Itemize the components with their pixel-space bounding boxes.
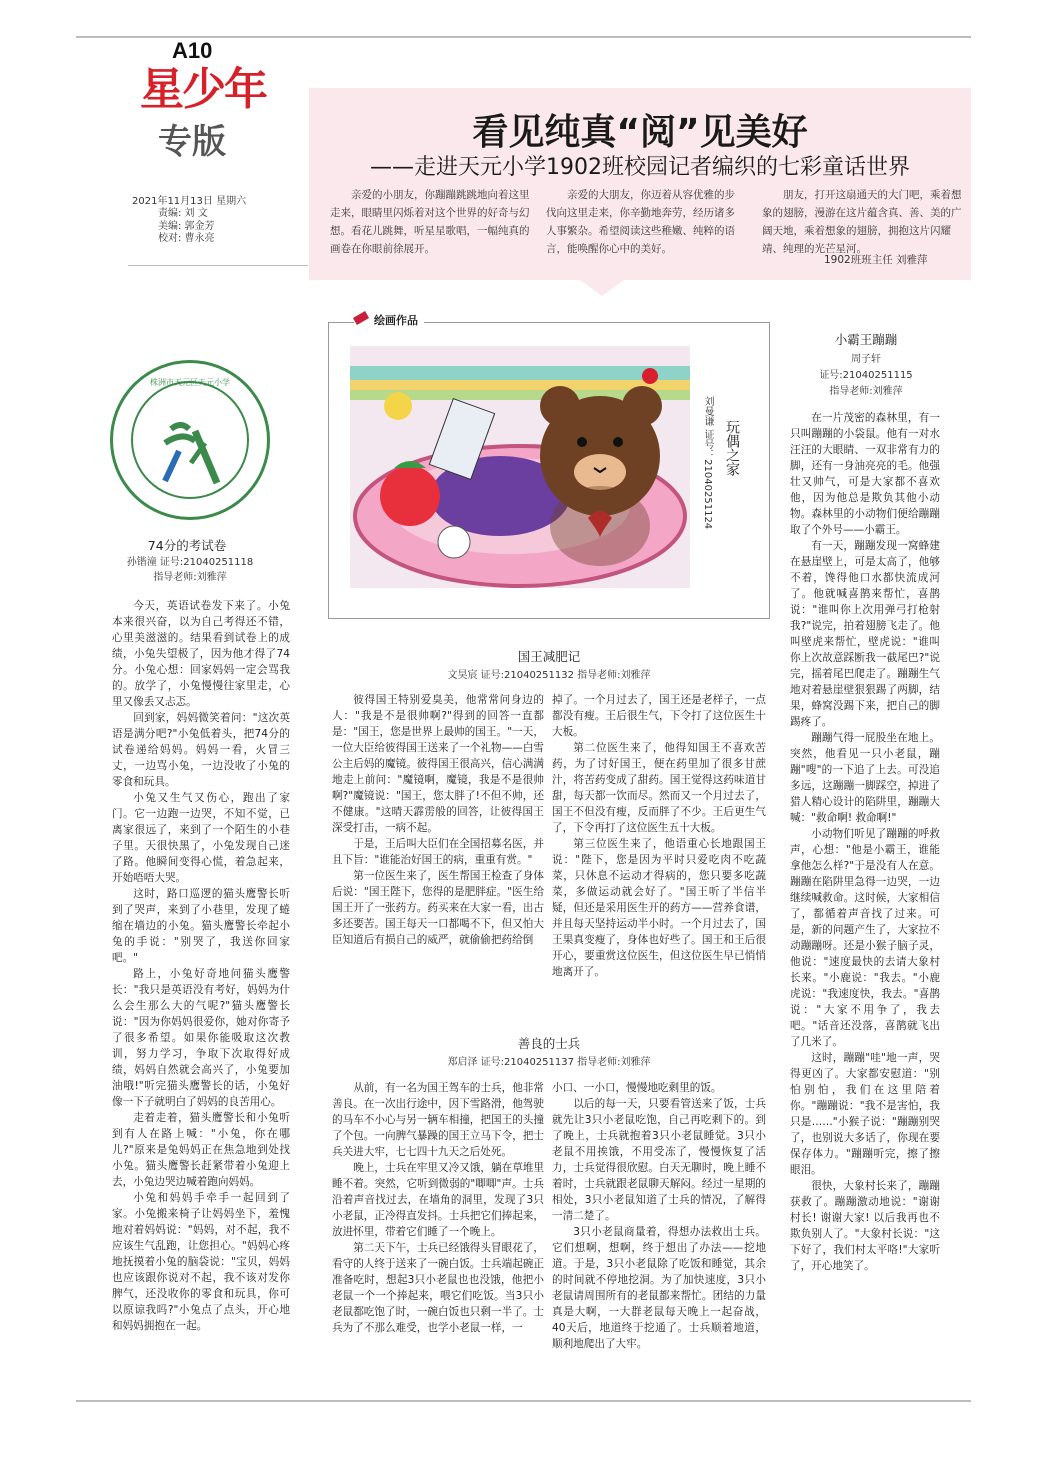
page-number: A10 — [172, 38, 213, 63]
story-bully-title: 小霸王蹦蹦 — [834, 332, 898, 347]
issue-meta — [132, 196, 246, 246]
intro-paragraph-2: 亲爱的大朋友，你迈着从容优雅的步伐向这里走来，你辛勤地奔劳，经历诸多人事繁杂。希望阅读这些稚嫩、纯粹的语言，能唤醒你心中的美好。 — [546, 189, 735, 255]
story-king-col1 — [332, 692, 544, 948]
story-king-paragraph: 第二位医生来了，他得知国王不喜欢苦药，为了讨好国王，便在药里加了很多甘蔗汁，将苦药变成了甜药。国王觉得这药味道甘甜，每天都一饮而尽。然而又一个月过去了，国王不但没有瘦，反而胖了不少。王后更生气了，下令再打了这位医生五十大板。 — [552, 742, 766, 834]
story-bully-paragraph: 这时，蹦蹦"哇"地一声，哭得更凶了。大家都安慰道："别怕别怕，我们在这里陪着你。"蹦蹦说："我不是害怕，我只是……"小猴子说："蹦蹦别哭了，也别说大多话了，你现在要保存体力。"蹦蹦听完，擦了擦眼泪。 — [790, 1052, 940, 1176]
drawing-illustration — [350, 346, 690, 588]
story-exam-paragraph: 小兔又生气又伤心，跑出了家门。它一边跑一边哭，不知不觉，已离家很远了，来到了一个陌生的小巷子里。天很快黑了，小兔发现自己迷了路。他瞬间变得心慌，着急起来，开始唔唔大哭。 — [112, 792, 290, 884]
story-king-author: 文昊宸 证号:21040251132 指导老师:刘雅萍 — [447, 670, 651, 681]
story-exam-teacher: 指导老师:刘雅萍 — [153, 572, 227, 583]
story-king-paragraph: 第三位医生来了，他语重心长地跟国王说："陛下，您是因为平时只爱吃肉不吃蔬菜，只休息不运动才得病的，您只要多吃蔬菜，多做运动就会好了。"国王听了半信半疑，但还是采用医生开的药方——营养食谱，并且每天坚持运动半小时。一个月过去了，国王果真变瘦了，身体也好些了。国王和王后很开心，要重赏这位医生，但这位医生早已悄悄地离开了。 — [552, 838, 766, 978]
story-exam-paragraph: 路上，小兔好奇地问猫头鹰警长："我只是英语没有考好，妈妈为什么会生那么大的气呢?"猫头鹰警长说："因为你妈妈很爱你，她对你寄予了很多希望。如果你能吸取这次教训，努力学习，争取下次取得好成绩，妈妈自然就会高兴了，小兔要加油哦!"听完猫头鹰警长的话，小兔好像一下子就明白了妈妈的良苦用心。 — [112, 968, 290, 1108]
badge-text: 株洲市天元区天元小学 — [150, 378, 230, 387]
story-bully-body — [790, 410, 940, 1274]
story-soldier-paragraph: 第二天下午，士兵已经饿得头冒眼花了，看守的人终于送来了一碗白饭。士兵端起碗正准备吃时，想起3只小老鼠也也没饿，他把小老鼠一个一个捧起来，喂它们吃饭。当3只小老鼠都吃饱了时，一碗白饭也只剩一半了。士兵为了不那么难受，也学小老鼠一样，一 — [332, 1242, 544, 1334]
column-logo — [140, 66, 280, 178]
story-soldier-paragraph: 晚上，士兵在牢里又冷又饿，躺在草堆里睡不着。突然，它听到微弱的"唧唧"声。士兵沿着声音找过去，在墙角的洞里，发现了3只小老鼠，正冷得直发抖。士兵把它们捧起来，放进怀里，带着它们睡了一个晚上。 — [332, 1162, 544, 1238]
story-exam-paragraph: 今天，英语试卷发下来了。小兔本来很兴奋，以为自己考得还不错，心里美滋滋的。结果看到试卷上的成绩，小兔失望极了，因为他才得了74分。小兔心想：回家妈妈一定会骂我的。放学了，小兔慢慢往家里走，心里又像丢又忐忑。 — [112, 600, 290, 708]
story-bully-paragraph: 蹦蹦气得一屁股坐在地上。突然，他看见一只小老鼠，蹦蹦"嗖"的一下追了上去。可没追多远，这蹦蹦一脚踩空，掉进了猎人精心设计的陷阱里，蹦蹦大喊："救命啊! 救命啊!" — [790, 732, 940, 824]
issue-date: 2021年11月13日 星期六 — [132, 196, 247, 207]
drawing-image — [350, 346, 690, 588]
headline: 看见纯真“阅”见美好 — [472, 112, 808, 153]
story-exam-body — [112, 598, 290, 1334]
story-soldier-author: 郑启泽 证号:21040251137 指导老师:刘雅萍 — [447, 1057, 651, 1068]
header-pointer — [580, 280, 624, 296]
subheadline: ——走进天元小学1902班校园记者编织的七彩童话世界 — [370, 155, 910, 180]
story-soldier-paragraph: 小口、一小口，慢慢地吃剩里的饭。 — [552, 1082, 722, 1094]
story-bully-author: 周子轩 — [851, 354, 881, 365]
story-exam-paragraph: 回到家，妈妈微笑着问："这次英语是满分吧?"小兔低着头，把74分的试卷递给妈妈。妈妈一看，火冒三丈，一边骂小兔，一边没收了小兔的零食和玩具。 — [112, 712, 290, 788]
story-soldier-col1 — [332, 1080, 544, 1336]
intro-paragraph-3: 朋友，打开这扇通天的大门吧，乘着想象的翅膀，漫游在这片蕴含真、善、美的广阔天地，乘着想象的翅膀，拥抱这片闪耀靖、纯理的光芒星河。 — [762, 189, 962, 255]
intro-signature: 1902班班主任 刘雅萍 — [824, 254, 928, 266]
story-bully-cert: 证号:21040251115 — [819, 370, 913, 381]
story-exam-author: 孙锴潼 证号:21040251118 — [126, 557, 254, 568]
story-exam-paragraph: 这时，路口巡逻的猫头鹰警长听到了哭声，来到了小巷里，发现了蜷缩在墙边的小兔。猫头鹰警长牵起小兔的手说："别哭了，我送你回家吧。" — [112, 888, 290, 964]
story-king-title: 国王减肥记 — [517, 649, 581, 664]
story-soldier-paragraph: 从前，有一名为国王驾车的士兵，他非常善良。在一次出行途中，因下雪路滑，他驾驶的马车不小心与另一辆车相撞，把国王的头撞了个包。一向脾气暴躁的国王立马下令，把士兵关进大牢，七七四十九天之后处死。 — [332, 1082, 544, 1158]
story-soldier-col2 — [552, 1080, 766, 1352]
story-exam-paragraph: 小兔和妈妈手牵手一起回到了家。小兔搬来椅子让妈妈坐下，羞愧地对着妈妈说："妈妈，对不起，我不应该生气乱跑，让您担心。"妈妈心疼地抚摸着小兔的脑袋说："宝贝，妈妈也应该跟你说对不起，我不该对发你脾气，还没收你的零食和玩具，你可以原谅我吗?"小兔点了点头，开心地和妈妈拥抱在一起。 — [112, 1192, 290, 1332]
story-king-col2 — [552, 692, 766, 980]
artwork-section-text: 绘画作品 — [374, 314, 418, 327]
story-exam-title: 74分的考试卷 — [147, 538, 227, 553]
story-bully-paragraph: 小动物们听见了蹦蹦的呼救声，心想："他是小霸王，谁能拿他怎么样?"于是没有人在意。蹦蹦在陷阱里急得一边哭，一边继续喊救命。这时候，大家相信了，都循着声音找了过来。可是，新的问题产生了，大家拉不动蹦蹦呀。还是小猴子脑子灵，他说："速度最快的去请大象村长来。"小鹿说："我去。"小鹿虎说："我速度快，我去。"喜鹊说："大家不用争了，我去吧。"话音还没落，喜鹊就飞出了几米了。 — [790, 828, 940, 1048]
story-soldier-title: 善良的士兵 — [517, 1036, 581, 1051]
story-bully-teacher: 指导老师:刘雅萍 — [829, 386, 903, 397]
logo-text: 星少年 — [140, 64, 266, 115]
artwork-section-label — [354, 312, 424, 328]
story-bully-paragraph: 有一天，蹦蹦发现一窝蜂建在悬崖壁上，可是太高了，他够不着，馋得他口水都快流成河了。他就喊喜鹊来帮忙，喜鹊说："谁叫你上次用弹弓打枪射我?"说完，拍着翅膀飞走了。他叫壁虎来帮忙，壁虎说："谁叫你上次故意踩断我一截尾巴?"说完，摇着尾巴爬走了。蹦蹦生气地对着悬崖壁狠狠踢了两脚，结果，蜂窝没踢下来，把自己的脚踢疼了。 — [790, 540, 940, 728]
intro-paragraph-1: 亲爱的小朋友，你蹦蹦跳跳地向着这里走来，眼睛里闪烁着对这个世界的好奇与幻想。看花儿跳舞，听星星歌唱，一幅纯真的画卷在你眼前徐展开。 — [330, 189, 530, 255]
story-exam-paragraph: 走着走着，猫头鹰警长和小兔听到有人在路上喊："小兔，你在哪儿?"原来是兔妈妈正在焦急地到处找小兔。猫头鹰警长赶紧带着小兔迎上去，小兔边哭边喊着跑向妈妈。 — [112, 1112, 290, 1188]
pencil-icon — [353, 311, 369, 325]
story-bully-paragraph: 在一片茂密的森林里，有一只叫蹦蹦的小袋鼠。他有一对水汪汪的大眼睛、一双非常有力的脚，还有一身油亮亮的毛。他强壮又帅气，可是大家都不喜欢他，因为他总是欺负其他小动物。森林里的小动物们便给蹦蹦取了个外号——小霸王。 — [790, 412, 940, 536]
school-badge — [110, 360, 270, 520]
story-bully-paragraph: 很快，大象村长来了，蹦蹦获救了。蹦蹦激动地说："谢谢村长! 谢谢大家! 以后我再也不欺负别人了。"大象村长说："这下好了，我们村太平咯!"大家听了，开心地笑了。 — [790, 1180, 940, 1272]
story-king-paragraph: 于是，王后叫大臣们在全国招募名医，并且下旨："谁能治好国王的病，重重有赏。" — [332, 838, 544, 866]
story-king-paragraph: 第一位医生来了，医生帮国王检查了身体后说："国王陛下，您得的是肥胖症。"医生给国王开了一张药方。药买来在大家一看，出古多还要苦。国王每天一口都喝不下，但又怕大臣知道后有损自己的威严，就偷偷把药给倒 — [332, 870, 544, 946]
story-king-paragraph: 彼得国王特别爱臭美，他常常问身边的人："我是不是很帅啊?"得到的回答一直都是："国王，您是世界上最帅的国王。"一天，一位大臣给彼得国王送来了一个礼物——白雪公主后妈的魔镜。彼得国王很高兴，信心满满地走上前问："魔镜啊，魔镜，我是不是很帅啊?"魔镜说："国王，您太胖了!不但不帅，还不健康。"这晴天霹雳般的回答，让彼得国王深受打击，一病不起。 — [332, 694, 544, 834]
story-soldier-paragraph: 3只小老鼠商量着，得想办法救出士兵。它们想啊，想啊，终于想出了办法——挖地道。于是，3只小老鼠除了吃饭和睡觉，其余的时间就不停地挖洞。为了加快速度，3只小老鼠请周围所有的老鼠都来帮忙。团结的力量真是大啊，一大群老鼠每天晚上一起奋战，40天后，地道终于挖通了。士兵顺着地道，顺利地爬出了大牢。 — [552, 1226, 766, 1350]
proof-credit: 校对: 曹永亮 — [158, 233, 215, 245]
artwork-author: 刘曼谦 证号：21040251124 — [702, 396, 713, 530]
story-king-paragraph: 掉了。一个月过去了，国王还是老样子，一点都没有瘦。王后很生气，下令打了这位医生十大板。 — [552, 694, 766, 738]
editor-credit: 责编: 刘 文 — [158, 208, 208, 220]
story-soldier-paragraph: 以后的每一天，只要看管送来了饭，士兵就先让3只小老鼠吃饱，自己再吃剩下的。到了晚上，士兵就抱着3只小老鼠睡觉。3只小老鼠不用挨饿，不用受冻了，慢慢恢复了活力，士兵觉得很欣慰。白天无聊时，晚上睡不着时，士兵就跟老鼠聊天解闷。经过一星期的相处，3只小老鼠知道了士兵的情况，了解得一清二楚了。 — [552, 1098, 766, 1222]
designer-credit: 美编: 郭金芳 — [158, 220, 215, 232]
artwork-title: 玩偶之家 — [724, 420, 740, 476]
bottom-rule — [76, 1400, 971, 1402]
logo-subtext: 专版 — [158, 122, 226, 162]
header-bottom-rule — [128, 265, 308, 266]
